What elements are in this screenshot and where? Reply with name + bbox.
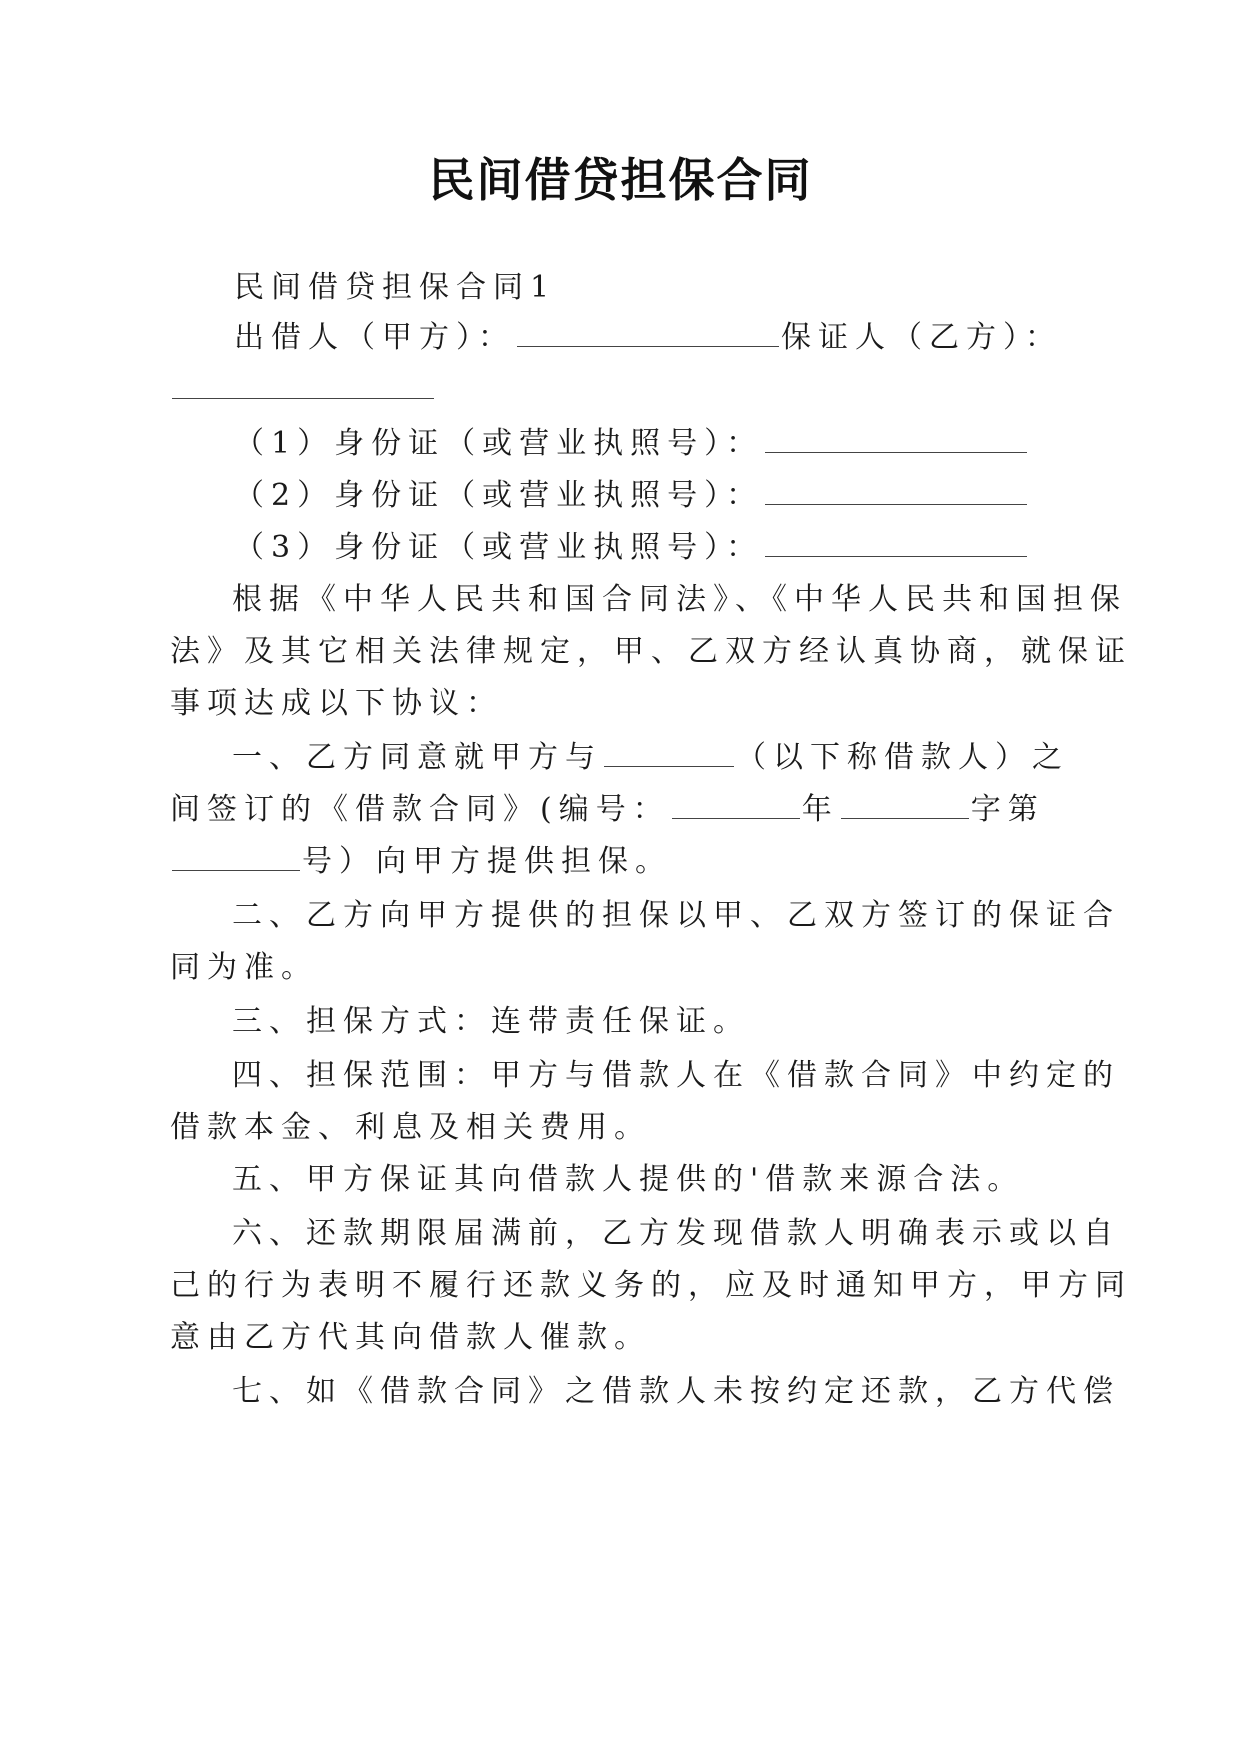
clause5-line: 五、甲方保证其向借款人提供的'借款来源合法。	[232, 1162, 1025, 1197]
clause2-line-1: 二、乙方向甲方提供的担保以甲、乙双方签订的保证合	[232, 898, 1120, 933]
clause1-text-b: （以下称借款人）之	[736, 740, 1069, 775]
id-label-2: （2）身份证（或营业执照号）：	[234, 478, 764, 513]
clause3-line: 三、担保方式：连带责任保证。	[232, 1004, 750, 1039]
id-blank-1[interactable]	[765, 428, 1027, 453]
parties-line	[234, 318, 1062, 358]
guarantor-blank-line	[170, 370, 436, 410]
clause1-text-c: 间签订的《借款合同》(编号：	[170, 792, 670, 827]
id-line-1	[234, 424, 1029, 464]
clause1-char-label: 字第	[970, 792, 1045, 827]
id-label-3: （3）身份证（或营业执照号）：	[234, 530, 764, 565]
document-subtitle: 民间借贷担保合同1	[234, 270, 557, 305]
contract-char-blank[interactable]	[841, 794, 969, 819]
clause1-text-a: 一、乙方同意就甲方与	[232, 740, 602, 775]
id-blank-2[interactable]	[765, 480, 1027, 505]
intro-line-2: 法》及其它相关法律规定，甲、乙双方经认真协商，就保证	[170, 634, 1132, 669]
clause6-line-3: 意由乙方代其向借款人催款。	[170, 1320, 651, 1355]
clause7-line-1: 七、如《借款合同》之借款人未按约定还款，乙方代偿	[232, 1374, 1120, 1409]
clause4-line-1: 四、担保范围：甲方与借款人在《借款合同》中约定的	[232, 1058, 1120, 1093]
id-label-1: （1）身份证（或营业执照号）：	[234, 426, 764, 461]
clause2-line-2: 同为准。	[170, 950, 318, 985]
document-title: 民间借贷担保合同	[428, 153, 813, 207]
clause1-line-1	[232, 738, 1069, 778]
intro-line-3: 事项达成以下协议：	[170, 686, 503, 721]
lender-label: 出借人（甲方）：	[234, 320, 515, 355]
lender-blank[interactable]	[517, 322, 779, 347]
clause1-line-3	[170, 842, 672, 882]
clause6-line-2: 己的行为表明不履行还款义务的，应及时通知甲方，甲方同	[170, 1268, 1132, 1303]
borrower-blank[interactable]	[604, 742, 734, 767]
clause1-line-2	[170, 790, 1045, 830]
clause6-line-1: 六、还款期限届满前，乙方发现借款人明确表示或以自	[232, 1216, 1120, 1251]
guarantor-label: 保证人（乙方）：	[781, 320, 1062, 355]
clause1-year-label: 年	[801, 792, 839, 827]
guarantor-blank[interactable]	[172, 374, 434, 399]
id-line-2	[234, 476, 1029, 516]
clause4-line-2: 借款本金、利息及相关费用。	[170, 1110, 651, 1145]
intro-line-1: 根据《中华人民共和国合同法》、《中华人民共和国担保	[232, 582, 1127, 617]
id-blank-3[interactable]	[765, 532, 1027, 557]
contract-year-blank[interactable]	[672, 794, 800, 819]
id-line-3	[234, 528, 1029, 568]
contract-number-blank[interactable]	[172, 846, 300, 871]
clause1-text-d: 号）向甲方提供担保。	[302, 844, 672, 879]
